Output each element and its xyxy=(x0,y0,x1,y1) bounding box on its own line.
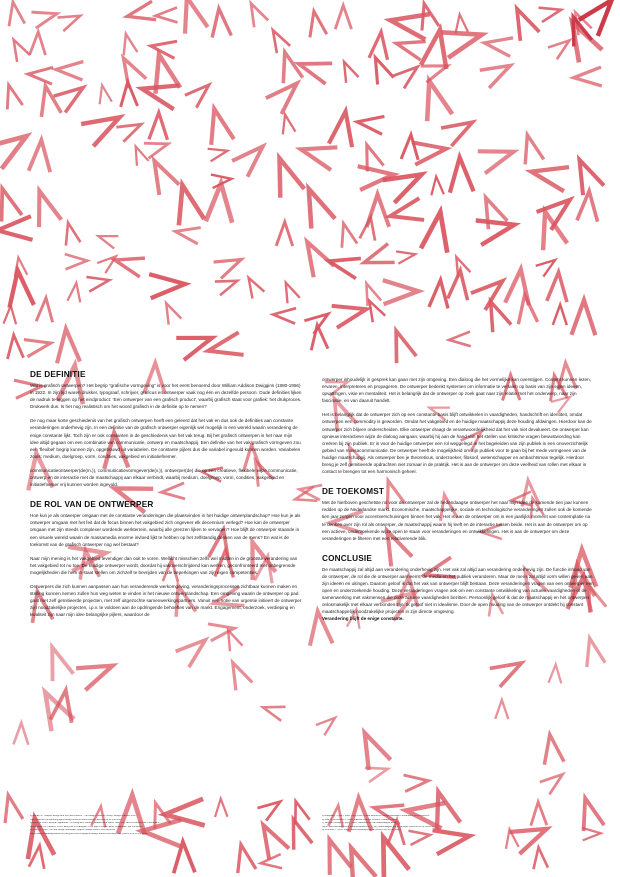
footnote: 4) Funk, M. 2013. The new design landscape, graphic design doesn't exist anymore, xyxy=(30,829,116,832)
footnote: https://www.whatdesigncando.com/blog/2015/03/18/graphic-design-doesnt-exist-anymore/ (bezocht op 30 mei 2016. xyxy=(30,832,149,835)
footnote: https://www.nieuwehorizon.nl/kunst/nabeschrift_in_de_hedendaagse_kunst_kunstpel (bezocht op 28 mei 2016. xyxy=(322,825,435,828)
section-title-definitie: DE DEFINITIE xyxy=(30,370,86,379)
paragraph: ontwerper inhoudelijk in gesprek kan gaan met zijn omgeving. Een dialoog die het vormelijke kan overstijgen. Content kunnen lezen, ervaren, interpreteren en propageren. De ontwerper bedenkt systemen om informatie te vertalen op basis van zijn eigen ideeën, opvattingen, visie en mentaliteit. Het is belangrijk dat de ontwerper op zoek gaat naar zijn relatie met het onderwerp, naar zijn fascinatie, en van daaruit handelt. xyxy=(322,377,591,404)
paragraph: Wat is grafisch ontwerpen? Het begrip “grafische vormgeving” is voor het eerst benoemd door William Addison Dwiggins (1880-1956) in 1922. In zijn tijd waren drukker, typograaf, schrijver, graficus en ontwerper vaak nog één en dezelfde persoon. Oude definities lijken de nadruk te leggen op het eindproduct: ‘Een ontwerper van een grafisch product’, waarbij grafisch staat voor grafiek: het drukproces. Drukwerk dus. Is het nog realistisch om het woord grafisch in de definitie op te nemen? xyxy=(30,383,302,410)
definition-paragraph: communicatieontwerper(de(m.)), communicatievormgever(de(v.)), ontwerper(de) die op een creatieve, flexibele wijze communicatie, ontwerp en de interactie met de maatschappij aan elkaar verbindt, waarbij medium, doelgroep, vorm, condities, vakgebied en initiatiefnemer vrij kunnen worden ingevuld. xyxy=(30,467,298,488)
paragraph: Met de hierboven geschetste rol voor de ontwerper zal de hedendaagse ontwerper het naar mijn idee de komende tien jaar kunnen redden op de Nederlandse markt. Economische, maatschappelijke, sociale en technologische veranderingen zullen ook de komende tien jaar zorgen voor accentverschuivingen binnen het vak. Het is aan de ontwerper om in een jaarlijks moment van contemplatie na te denken over zijn rol als ontwerper, de maatschappij waarin hij leeft en de interactie tussen beide. Het is aan de ontwerper om op een actieve, onderzoekende wijze open te staan voor veranderingen en ontwikkelingen. Het is aan de ontwerper om deze veranderingen te filteren met een relativerende blik. xyxy=(322,500,592,541)
section-title-rol: DE ROL VAN DE ONTWERPER xyxy=(30,500,154,510)
section-title-conclusie: CONCLUSIE xyxy=(322,553,373,563)
right-column xyxy=(322,376,594,630)
paragraph: De nog maar korte geschiedenis van het grafisch ontwerpen heeft een geleerd dat het vak en dus ook de definities aan constante veranderingen onderhevig zijn. In een definitie van de grafisch ontwerper eigenlijk wel mogelijk in een wereld waarin verandering de enige constante lijkt. Toch zijn er ook constanten in de geschiedenis van het vak terug. Bij het grafisch ontwerpen is het naar mijn idee altijd gegaan om een combinatie van communicatie, ontwerp en maatschappij. Een definitie van het vak grafisch vormgeven zou een ‘flexibel’ begrip kunnen zijn, opgebouwd uit variabelen. De constante pijlers dus die variabel ingevuld kunnen worden. Variabelen zoals: medium, doelgroep, vorm, condities, vakgebied en initiatiefnemer. xyxy=(30,418,301,459)
paragraph: De maatschappij zal altijd aan verandering onderhevig zijn. Het vak zal altijd aan verandering onderhevig zijn. De functie inhoud van de ontwerper, de rol die de ontwerper aanneemt, de media en het publiek veranderen. Maar de mens zal altijd vorm willen geven aan zijn ideeën en uitingen. Daarom geloof ik dat het vak van ontwerper blijft bestaan. Deze veranderingen vragen van een ontwerper een open en onderzoekende houding. Deze veranderingen vragen ook om een constante ontwikkeling van actuele vaardigheden of de samenwerking met vakmensen die deze actuele vaardigheden bezitten. Persoonlijk geloof ik dat de maatschappij en het ontwerpen onlosmakelijk met elkaar verbonden zijn. Ik geloof niet in idealisme. Door de open houding van de ontwerper ontdekt hij constant maatschappelijk noodzakelijke projecten in zijn directe omgeving. xyxy=(322,566,594,615)
footnote: 1) Rehak, M. 'Graphic design and the new contexts'. The Design Observer Group, Design Practice, 2007, xyxy=(30,815,137,817)
footnote: 7) Van Der Kerkak, B. (red.). 2014. 'Nabeschrift in de hedendaagse kunst', xyxy=(322,822,398,825)
footnotes-left xyxy=(30,815,300,837)
footnote: 8) Schrofdu, T. 2016. https://www.overdesignfora.nl (bezocht op 30 mei 2016). xyxy=(322,829,402,832)
footnotes-right xyxy=(322,815,592,833)
footnote: 3) Dorrestein, R. (redact.). 2016. Everyone is a designer in the age of social media. Amsterdam: Bis Publishers. xyxy=(30,825,144,828)
paragraph: Naar mijn mening is het vakgebied levendiger dan ooit te voren. Wellicht misschien zelfs wel midden in de grootste verandering van het vakgebied tot nu toe. De huidige ontwerper wordt, doordat hij vakoverschrijdend kan werken, geconfronteerd met onbegrensde mogelijkheden die hem in staat stellen om zichzelf te bevrijden van de beperkingen van zijn eigen competenties. xyxy=(30,555,298,575)
footnote: 2) Rock, M. 2013. Multiple Signatures: On Designers, Authors, Readers and Users. New York: Rizzoli International Publications. xyxy=(30,822,160,825)
paragraph: Ontwerpers die zich kunnen aanpassen aan hun veranderende werkomgeving, veranderingsprocessen zichtbaar kunnen maken en stelling kunnen nemen zullen hun weg weten te vinden in het nieuwe ontwerplandschap. Een omgeving waarin de ontwerper op pad gaat met zelf geïnitieerde projecten, met zelf uitgezochte samenwerkingspartners. Vanuit een notie van urgentie initieert de ontwerper zijn noodzakelijke projecten, i.p.v. te voldoen aan de opdringende behoeftes van de markt. Engagement, onderzoek, verdieping en kwaliteit zijn naar mijn idee belangrijke pijlers, waardoor de xyxy=(30,583,302,618)
section-title-toekomst: DE TOEKOMST xyxy=(322,487,385,497)
closing-statement: Verandering blijft de enige constante. xyxy=(322,616,404,622)
footnote: 5) Boekraad, H.(red.). 2000. Copy Proof: A new Method for Design Education. Rotterdam: 010 Publishers. xyxy=(322,815,430,817)
paragraph: Het is belangrijk dat de ontwerper zich op een constante basis blijft ontwikkelen in vaardigheden, handschrift en identiteit, omdat ontwerpen een commodity is geworden. Omdat het vakgebied en de huidige maatschappij deze houding afdwingen. Hierdoor kan de ontwerper zich blijven onderscheiden. Elke ontwerper draagt de verantwoordelijkheid dat het vak niet devalueert. De ontwerper kan opnieuw interactieve wijze de dialoog aangaan, waarbij hij aan de hand van het stellen van kritische vragen bewustwording kan creëren bij zijn publiek. Er is voor de huidige ontwerper een rol weggelegd in het begeleiden van zijn publiek in een onoverzichtelijk gebied van massacommunicatie. De ontwerper heeft de mogelijkheid om zijn publiek voor te gaan bij het mede vormgeven van de huidige maatschappij. Als ontwerper ben je theoreticus, onderzoeker, filosoof, wetenschapper en ambachtsman tegelijk. Hierdoor breng je zelf geïnitieerde opdrachten niet zomaar in de praktijk. Het is aan de ontwerper om deze veelheid van rollen met elkaar in contact te brengen tot een harmonisch geheel. xyxy=(322,412,592,475)
paragraph: Hoe kun je als ontwerper omgaan met de constante veranderingen die plaatsvinden in het huidige ontwerplandschap? Hoe kun je als ontwerper omgaan met het feit dat de focus binnen het vakgebied zich ongeveer elk decennium verlegd? Hoe kan de ontwerper omgaan met zijn steeds complexer wordende werkterrein, waarbij alle grenzen lijken te vervagen? Hoe blijft de ontwerper staande in een visuele wereld waarin de massamedia enorme invloed lijkt te hebben op het zelfstandig denken van de mens? En wat is de toekomst van de grafisch ontwerper nog wel bestaat? xyxy=(30,513,301,547)
footnote: http://observer.com/article/graphic-design-and-the-new-contexts/ (bezocht op 30 mei 2016. xyxy=(30,818,123,821)
footnote: 6) Mau, B. & Leonard, J. 2004. Massive Change. London: Phaidon Press. xyxy=(322,818,397,821)
left-column xyxy=(30,370,302,625)
